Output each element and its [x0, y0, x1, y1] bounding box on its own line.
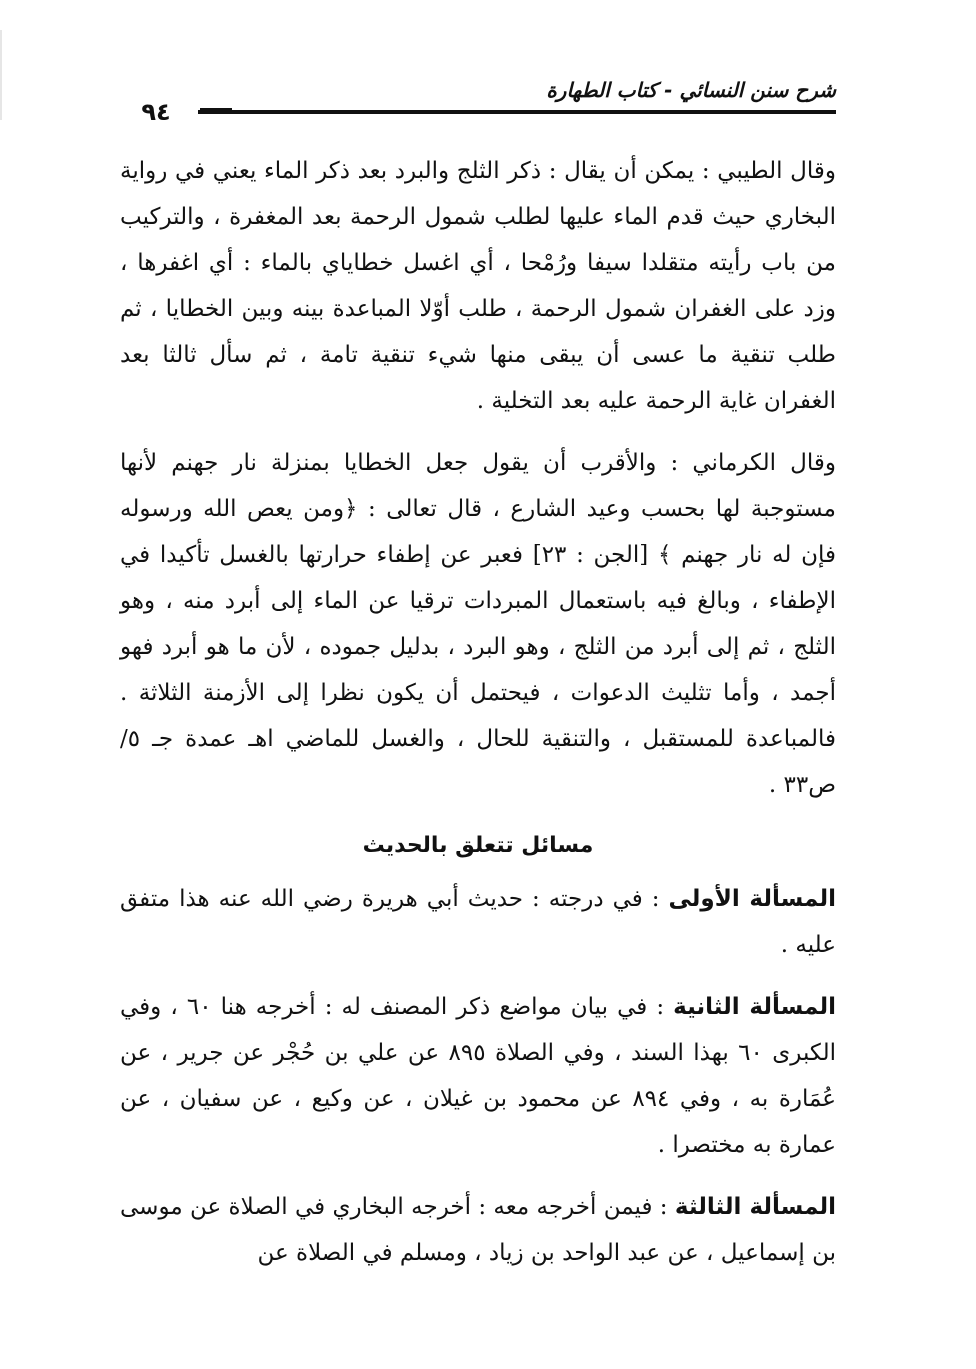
section-heading: مسائل تتعلق بالحديث [362, 833, 594, 858]
issue-second [120, 984, 836, 1168]
issue-third-text: : فيمن أخرجه معه : أخرجه البخاري في الصلاة عن موسى بن إسماعيل ، عن عبد الواحد بن زياد ، ومسلم في الصلاة عن [120, 1194, 836, 1266]
issue-third-lead: المسألة الثالثة [674, 1194, 837, 1220]
issue-first-lead: المسألة الأولى [668, 886, 836, 912]
scan-edge-mark [0, 30, 2, 120]
paragraph-tibi: وقال الطيبي : يمكن أن يقال : ذكر الثلج والبرد بعد ذكر الماء يعني في رواية البخاري حيث قدم الماء عليها لطلب شمول الرحمة بعد المغفرة ، والتركيب من باب رأيته متقلدا سيفا ورُمْحا ، أي اغسل خطاياي بالماء : أي اغفرها ، وزد على الغفران شمول الرحمة ، طلب أوّلا المباعدة بينه وبين الخطايا ، ثم طلب تنقية ما عسى أن يبقى منها شيء تنقية تامة ، ثم سأل ثالثا بعد الغفران غاية الرحمة عليه بعد التخلية . [120, 158, 836, 414]
main-text [120, 148, 836, 1276]
issue-first-text: : في درجته : حديث أبي هريرة رضي الله عنه هذا متفق عليه . [120, 886, 836, 958]
running-header [118, 72, 836, 126]
paragraph-kirmani: وقال الكرماني : والأقرب أن يقول جعل الخطايا بمنزلة نار جهنم لأنها مستوجبة لها بحسب وعيد الشارع ، قال تعالى : ﴿ومن يعص الله ورسوله فإن له نار جهنم ﴾ [الجن : ٢٣] فعبر عن إطفاء حرارتها بالغسل تأكيدا في الإطفاء ، وبالغ فيه باستعمال المبردات ترقيا عن الماء إلى أبرد منه ، وهو الثلج ، ثم إلى أبرد من الثلج ، وهو البرد ، بدليل جموده ، لأن ما هو أبرد فهو أجمد ، وأما تثليث الدعوات ، فيحتمل أن يكون نظرا إلى الأزمنة الثلاثة . فالمباعدة للمستقبل ، والتنقية للحال ، والغسل للماضي اهـ عمدة جـ ٥/ ص٣٣ . [120, 450, 836, 798]
running-title: شرح سنن النسائي - كتاب الطهارة [546, 78, 836, 102]
page-number-dash [200, 108, 232, 112]
issue-third [120, 1184, 836, 1276]
issue-second-lead: المسألة الثانية [673, 994, 836, 1020]
issue-first [120, 876, 836, 968]
page-number: ٩٤ [114, 98, 198, 126]
issue-second-text: : في بيان مواضع ذكر المصنف له : أخرجه هنا ٦٠ ، وفي الكبرى ٦٠ بهذا السند ، وفي الصلاة ٨٩٥ عن علي بن حُجْر عن جرير ، عن عُمَارة به ، وفي ٨٩٤ عن محمود بن غيلان ، عن وكيع ، عن سفيان ، عن عمارة به مختصرا . [120, 994, 837, 1158]
